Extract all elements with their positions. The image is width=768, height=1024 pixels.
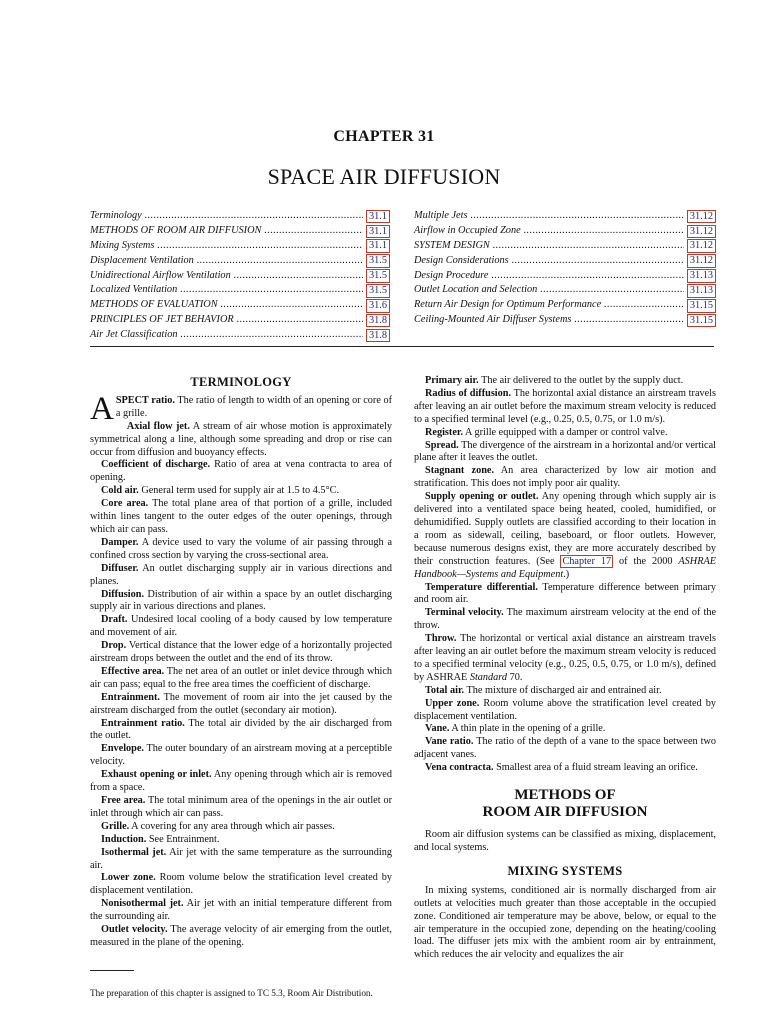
term-name: Nonisothermal jet. bbox=[101, 898, 184, 910]
term-name: Exhaust opening or inlet. bbox=[101, 769, 212, 781]
term-name: Stagnant zone. bbox=[425, 465, 495, 477]
term-definition: Distribution of air within a space by an outlet discharging supply air in various directions and planes. bbox=[90, 588, 392, 613]
term-throw bbox=[414, 633, 716, 685]
term-name: Lower zone. bbox=[101, 872, 156, 884]
term-supply-opening bbox=[414, 491, 716, 581]
toc-leader-dots bbox=[234, 269, 363, 284]
toc-page-link[interactable]: 31.12 bbox=[687, 225, 716, 239]
glossary-entry bbox=[90, 485, 392, 498]
term-name: Register. bbox=[425, 426, 464, 438]
glossary-entry bbox=[90, 563, 392, 589]
toc-leader-dots bbox=[470, 209, 683, 224]
term-name: Supply opening or outlet. bbox=[425, 491, 539, 503]
toc-entry[interactable] bbox=[90, 328, 390, 343]
toc-entry-label: Airflow in Occupied Zone bbox=[414, 224, 521, 236]
term-definition: The movement of room air into the jet caused by the airstream discharged from the outlet (secondary air motion). bbox=[90, 691, 392, 716]
term-definition: The total air divided by the air discharged from the outlet. bbox=[90, 717, 393, 742]
handbook-title: ASHRAE Handbook—Systems and Equipment bbox=[414, 555, 716, 580]
toc-page-link[interactable]: 31.15 bbox=[687, 314, 716, 328]
term-definition: General term used for supply air at 1.5 to 4.5°C. bbox=[138, 485, 340, 497]
divider-rule bbox=[90, 346, 714, 347]
term-definition: A thin plate in the opening of a grille. bbox=[449, 723, 606, 735]
term-definition: Undesired local cooling of a body caused by low temperature and movement of air. bbox=[90, 614, 392, 639]
toc-entry[interactable] bbox=[414, 254, 716, 269]
toc-page-link[interactable]: 31.1 bbox=[366, 239, 390, 253]
right-term-list-b bbox=[414, 582, 716, 634]
glossary-entry bbox=[90, 537, 392, 563]
glossary-entry bbox=[90, 589, 392, 615]
toc-entry[interactable] bbox=[414, 313, 716, 328]
toc-leader-dots bbox=[491, 269, 683, 284]
term-name: Free area. bbox=[101, 795, 146, 806]
toc-page-link[interactable]: 31.12 bbox=[687, 210, 716, 224]
term-definition: Room volume above the stratification level created by displacement ventilation. bbox=[414, 697, 716, 722]
term-name: Primary air. bbox=[425, 375, 479, 386]
term-definition: The ratio of the depth of a vane to the space between two adjacent vanes. bbox=[414, 736, 716, 761]
left-term-list bbox=[90, 421, 392, 950]
term-definition: Smallest area of a fluid stream leaving an orifice. bbox=[493, 762, 698, 774]
toc-entry[interactable] bbox=[414, 298, 716, 313]
toc-page-link[interactable]: 31.8 bbox=[366, 329, 390, 343]
glossary-entry bbox=[90, 459, 392, 485]
term-name: Radius of diffusion. bbox=[425, 387, 512, 399]
toc-leader-dots bbox=[197, 254, 363, 269]
term-definition: A covering for any area through which air passes. bbox=[129, 820, 335, 832]
toc-entry[interactable] bbox=[90, 254, 390, 269]
term-name: SPECT ratio. bbox=[115, 394, 175, 406]
toc-leader-dots bbox=[145, 209, 363, 224]
toc-page-link[interactable]: 31.6 bbox=[366, 299, 390, 313]
toc-entry-label: Air Jet Classification bbox=[90, 329, 178, 341]
term-definition: The horizontal or vertical axial distance an airstream travels after leaving an air outlet before the maximum stream velocity is reduced to a specified terminal velocity (e.g., 0.25, 0.5, 0.75, or 1.0 m/s), defined by ASHRAE bbox=[414, 633, 716, 683]
term-definition: Air jet with an initial temperature different from the surrounding air. bbox=[90, 898, 392, 923]
toc-page-link[interactable]: 31.12 bbox=[687, 239, 716, 253]
term-name: Total air. bbox=[425, 684, 465, 696]
toc-page-link[interactable]: 31.1 bbox=[366, 225, 390, 239]
term-definition: A stream of air whose motion is approximately symmetrical along a line, although some spreading and drop or rise can occur from diffusion and buoyancy effects. bbox=[90, 420, 392, 458]
glossary-entry bbox=[90, 821, 392, 834]
glossary-entry bbox=[90, 834, 392, 847]
term-name: Terminal velocity. bbox=[425, 607, 504, 619]
term-name: Diffuser. bbox=[101, 562, 139, 574]
term-name: Effective area. bbox=[101, 665, 165, 677]
term-name: Entrainment ratio. bbox=[101, 717, 185, 729]
term-name: Temperature differential. bbox=[425, 581, 538, 593]
term-name: Vena contracta. bbox=[425, 762, 494, 774]
toc-entry-label: Outlet Location and Selection bbox=[414, 284, 538, 296]
dropcap-letter: A bbox=[90, 390, 114, 427]
term-definition: The divergence of the airstream in a horizontal and/or vertical plane after it leaves the outlet. bbox=[414, 439, 716, 464]
term-name: Spread. bbox=[425, 439, 459, 451]
glossary-entry bbox=[414, 427, 716, 440]
left-column bbox=[90, 376, 392, 950]
toc-page-link[interactable]: 31.12 bbox=[687, 254, 716, 268]
glossary-entry bbox=[90, 614, 392, 640]
term-definition: Ratio of area at vena contracta to area of opening. bbox=[90, 459, 392, 484]
glossary-entry bbox=[90, 718, 392, 744]
toc-left bbox=[90, 209, 390, 343]
glossary-entry bbox=[414, 698, 716, 724]
term-definition-cont: of the 2000 bbox=[613, 555, 679, 567]
term-definition: Room volume below the stratification level created by displacement ventilation. bbox=[90, 872, 392, 897]
term-name: Damper. bbox=[101, 536, 139, 548]
term-definition: The maximum airstream velocity at the end of the throw. bbox=[414, 607, 716, 632]
glossary-entry bbox=[414, 723, 716, 736]
toc-leader-dots bbox=[157, 239, 363, 254]
term-name: Induction. bbox=[101, 833, 147, 845]
glossary-entry bbox=[90, 898, 392, 924]
glossary-entry bbox=[414, 440, 716, 466]
toc-page-link[interactable]: 31.15 bbox=[687, 299, 716, 313]
toc-entry[interactable] bbox=[414, 239, 716, 254]
toc-entry[interactable] bbox=[414, 224, 716, 239]
toc-page-link[interactable]: 31.5 bbox=[366, 284, 390, 298]
term-definition: The net area of an outlet or inlet device through which air can pass; equal to the free area times the coefficient of discharge. bbox=[90, 665, 392, 690]
toc-page-link[interactable]: 31.13 bbox=[687, 284, 716, 298]
toc-entry-label: Terminology bbox=[90, 210, 142, 221]
term-definition: The ratio of length to width of an opening or core of a grille. bbox=[115, 394, 392, 419]
glossary-entry bbox=[90, 692, 392, 718]
toc-entry[interactable] bbox=[90, 239, 390, 254]
toc-leader-dots bbox=[264, 224, 363, 239]
toc-entry-label: PRINCIPLES OF JET BEHAVIOR bbox=[90, 314, 234, 326]
toc-leader-dots bbox=[512, 254, 684, 269]
glossary-entry bbox=[414, 582, 716, 608]
toc-entry[interactable] bbox=[414, 209, 716, 224]
term-name: Outlet velocity. bbox=[101, 924, 168, 936]
glossary-entry bbox=[90, 872, 392, 898]
term-name: Core area. bbox=[101, 498, 149, 510]
glossary-entry bbox=[90, 666, 392, 692]
toc-entry[interactable] bbox=[90, 298, 390, 313]
toc-entry-label: Design Considerations bbox=[414, 254, 509, 266]
toc-entry-label: Localized Ventilation bbox=[90, 284, 178, 296]
toc-entry-label: METHODS OF ROOM AIR DIFFUSION bbox=[90, 224, 262, 236]
glossary-entry bbox=[90, 640, 392, 666]
toc-entry-label: Displacement Ventilation bbox=[90, 254, 194, 266]
toc-right bbox=[414, 209, 716, 328]
toc-entry[interactable] bbox=[414, 283, 716, 298]
term-definition: Vertical distance that the lower edge of a horizontally projected airstream drops between the outlet and the end of its throw. bbox=[90, 640, 392, 665]
glossary-entry bbox=[90, 795, 392, 821]
glossary-entry bbox=[414, 465, 716, 491]
term-name: Coefficient of discharge. bbox=[101, 459, 211, 471]
toc-page-link[interactable]: 31.1 bbox=[366, 210, 390, 224]
mixing-systems-heading: MIXING SYSTEMS bbox=[507, 863, 623, 878]
glossary-entry bbox=[90, 924, 392, 950]
glossary-entry bbox=[414, 736, 716, 762]
term-definition-end: 70. bbox=[507, 671, 523, 683]
methods-heading-line1: METHODS OF bbox=[514, 787, 616, 804]
term-definition: Any opening through which supply air is delivered into a ventilated space being heated, cooled, humidified, or dehumidified. Supply outlets are classified according to their location in a room as sidewall, ceiling, baseboard, or floor outlets. However, because numerous designs exist, they are more accurately described by their construction features. (See bbox=[414, 491, 716, 567]
glossary-entry bbox=[414, 607, 716, 633]
glossary-entry bbox=[90, 498, 392, 537]
glossary-entry bbox=[414, 375, 716, 388]
term-name: Vane ratio. bbox=[425, 736, 474, 748]
term-name: Cold air. bbox=[101, 485, 139, 497]
term-definition: The air delivered to the outlet by the supply duct. bbox=[478, 375, 684, 386]
toc-entry[interactable] bbox=[90, 224, 390, 239]
right-term-list-a bbox=[414, 375, 716, 491]
term-name: Isothermal jet. bbox=[101, 846, 167, 858]
toc-page-link[interactable]: 31.5 bbox=[366, 269, 390, 283]
toc-entry-label: METHODS OF EVALUATION bbox=[90, 299, 218, 311]
standard-word: Standard bbox=[469, 671, 508, 683]
toc-page-link[interactable]: 31.8 bbox=[366, 314, 390, 328]
toc-entry-label: Unidirectional Airflow Ventilation bbox=[90, 269, 231, 281]
toc-entry[interactable] bbox=[90, 209, 390, 224]
term-definition: The average velocity of air emerging from the outlet, measured in the plane of the opening. bbox=[90, 924, 392, 948]
term-definition: A device used to vary the volume of air passing through a confined cross section by varying the cross-sectional area. bbox=[90, 536, 392, 561]
term-name: Throw. bbox=[425, 633, 457, 645]
toc-leader-dots bbox=[180, 283, 363, 298]
glossary-entry bbox=[414, 685, 716, 698]
term-definition: An area characterized by low air motion and stratification. This does not imply poor air quality. bbox=[414, 465, 716, 490]
term-definition: Any opening through which air is removed from a space. bbox=[90, 769, 392, 794]
toc-leader-dots bbox=[540, 283, 684, 298]
term-name: Envelope. bbox=[101, 743, 144, 755]
chapter-17-link[interactable]: Chapter 17 bbox=[562, 555, 612, 567]
right-term-list-c bbox=[414, 685, 716, 775]
chapter-number: CHAPTER 31 bbox=[333, 128, 435, 145]
terminology-heading: TERMINOLOGY bbox=[190, 375, 292, 389]
toc-entry[interactable] bbox=[90, 269, 390, 284]
toc-entry-label: Ceiling-Mounted Air Diffuser Systems bbox=[414, 314, 572, 326]
term-name: Draft. bbox=[101, 614, 128, 626]
term-name: Upper zone. bbox=[425, 697, 480, 709]
toc-entry-label: Design Procedure bbox=[414, 269, 489, 281]
toc-entry-label: Mixing Systems bbox=[90, 239, 155, 251]
term-name: Vane. bbox=[425, 723, 450, 735]
toc-entry[interactable] bbox=[90, 313, 390, 328]
glossary-entry bbox=[90, 847, 392, 873]
term-definition: See Entrainment. bbox=[146, 833, 220, 845]
toc-leader-dots bbox=[524, 224, 684, 239]
term-definition: The mixture of discharged air and entrained air. bbox=[464, 684, 662, 696]
term-definition: The outer boundary of an airstream moving at a perceptible velocity. bbox=[90, 743, 392, 768]
methods-paragraph: Room air diffusion systems can be classified as mixing, displacement, and local systems. bbox=[414, 829, 716, 853]
toc-entry-label: Return Air Design for Optimum Performance bbox=[414, 299, 602, 311]
toc-page-link[interactable]: 31.5 bbox=[366, 254, 390, 268]
toc-leader-dots bbox=[237, 313, 363, 328]
term-definition: The total minimum area of the openings in the air outlet or inlet through which air can pass. bbox=[90, 795, 392, 819]
toc-leader-dots bbox=[574, 313, 683, 328]
toc-entry-label: Multiple Jets bbox=[414, 210, 468, 221]
methods-heading-line2: ROOM AIR DIFFUSION bbox=[482, 804, 648, 821]
mixing-paragraph: In mixing systems, conditioned air is normally discharged from air outlets at velocities much greater than those acceptable in the occupied zone. Conditioned air temperature may be above, below, or equal to the air temperature in the occupied zone, depending on the heating/cooling load. The diffuser jets mix with the ambient room air by entrainment, which reduces the air velocity and equalizes the air bbox=[414, 884, 716, 961]
footnote: The preparation of this chapter is assigned to TC 5.3, Room Air Distribution. bbox=[90, 988, 373, 998]
term-name: Drop. bbox=[101, 640, 127, 652]
term-name: Entrainment. bbox=[101, 691, 160, 703]
glossary-entry bbox=[414, 388, 716, 427]
chapter-title: SPACE AIR DIFFUSION bbox=[267, 164, 501, 189]
term-name: Grille. bbox=[101, 820, 130, 832]
toc-leader-dots bbox=[604, 298, 684, 313]
term-definition: Air jet with the same temperature as the surrounding air. bbox=[90, 846, 392, 871]
right-column bbox=[414, 375, 716, 962]
toc-leader-dots bbox=[493, 239, 684, 254]
glossary-entry bbox=[90, 769, 392, 795]
toc-leader-dots bbox=[221, 298, 363, 313]
term-name: Diffusion. bbox=[101, 588, 145, 600]
term-definition: The total plane area of that portion of a grille, included within lines tangent to the outer edges of the outer openings, through which air can pass. bbox=[90, 498, 392, 535]
term-definition: Temperature difference between primary and room air. bbox=[414, 581, 716, 606]
glossary-entry bbox=[90, 743, 392, 769]
footnote-rule bbox=[90, 970, 134, 971]
toc-entry-label: SYSTEM DESIGN bbox=[414, 239, 490, 251]
glossary-entry bbox=[414, 762, 716, 775]
toc-entry[interactable] bbox=[90, 283, 390, 298]
term-definition: The horizontal axial distance an airstream travels after leaving an air outlet before the maximum stream velocity is reduced to a specified terminal level (e.g., 0.25, 0.5, 0.75, or 1.0 m/s). bbox=[414, 387, 717, 425]
term-definition: A grille equipped with a damper or control valve. bbox=[463, 426, 668, 438]
toc-page-link[interactable]: 31.13 bbox=[687, 269, 716, 283]
toc-entry[interactable] bbox=[414, 269, 716, 284]
term-name: Axial flow jet. bbox=[126, 420, 190, 432]
term-definition: An outlet discharging supply air in various directions and planes. bbox=[90, 562, 392, 587]
glossary-entry bbox=[90, 421, 392, 460]
term-definition-end: .) bbox=[563, 568, 570, 580]
toc-leader-dots bbox=[181, 328, 363, 343]
